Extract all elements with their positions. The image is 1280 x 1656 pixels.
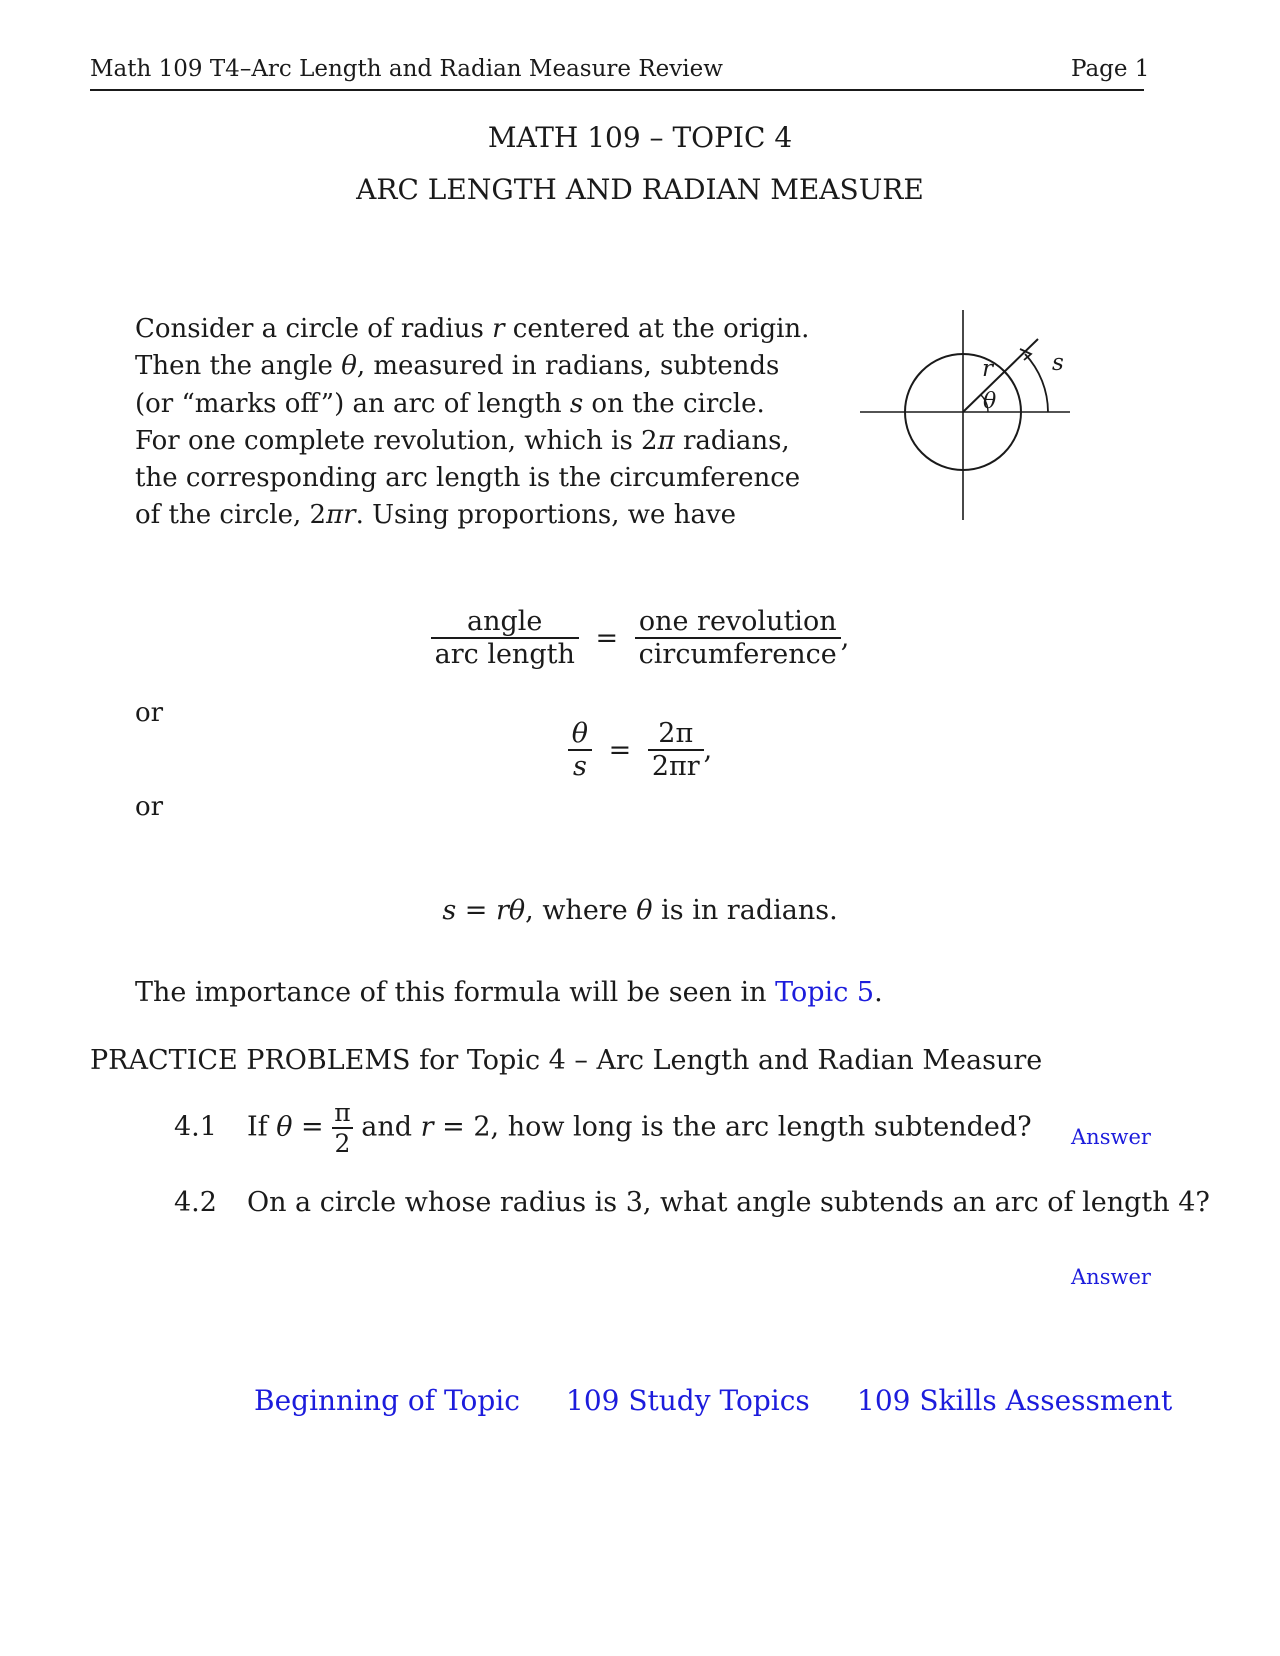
- fraction-pi-over-2: $\frac{\pi}{2}$: [334, 1098, 351, 1158]
- intro-line: For one complete revolution, which is 2π radians,: [135, 425, 790, 456]
- intro-line: (or “marks off”) an arc of length s on the circle.: [135, 388, 765, 419]
- arc-s: [1025, 354, 1048, 412]
- answer-4-1-link[interactable]: Answer: [1071, 1125, 1151, 1149]
- problem-number: 4.2: [174, 1187, 217, 1218]
- radius-line: [963, 339, 1038, 412]
- page-number: Page 1: [1071, 56, 1150, 82]
- intro-line: of the circle, 2πr. Using proportions, we have: [135, 500, 737, 531]
- topic-5-link[interactable]: Topic 5: [775, 977, 875, 1008]
- fraction-theta-over-s: $\frac{\theta}{s}$: [568, 718, 592, 782]
- fraction-right: $\frac{\text{one revolution}}{\text{circumference}}$: [635, 606, 841, 670]
- problem-4-2: 4.2 On a circle whose radius is 3, what angle subtends an arc of length 4?: [174, 1187, 1210, 1218]
- problem-4-1: 4.1 If θ = $\frac{\pi}{2}$ and r = 2, how long is the arc length subtended?: [174, 1098, 1032, 1158]
- fraction-left: $\frac{\text{angle}}{\text{arc length}}$: [431, 606, 579, 670]
- problem-number: 4.1: [174, 1111, 217, 1143]
- study-topics-link[interactable]: 109 Study Topics: [566, 1384, 810, 1417]
- topic-title: MATH 109 – TOPIC 4: [487, 121, 793, 154]
- unit-circle-diagram: [855, 305, 1085, 525]
- intro-line: the corresponding arc length is the circumference: [135, 463, 801, 494]
- connector-or: or: [135, 698, 164, 728]
- running-header-title: Math 109 T4–Arc Length and Radian Measure Review: [90, 56, 723, 82]
- label-theta: θ: [983, 389, 997, 414]
- header-rule: [90, 89, 1144, 91]
- topic-subtitle: ARC LENGTH AND RADIAN MEASURE: [356, 173, 924, 206]
- equation-proportion-words: $\frac{\text{angle}}{\text{arc length}}$ = $\frac{\text{one revolution}}{\text{circumference}}$ ,: [0, 606, 1280, 670]
- beginning-of-topic-link[interactable]: Beginning of Topic: [254, 1384, 520, 1417]
- intro-paragraph: [135, 311, 810, 535]
- intro-line: Consider a circle of radius r centered at the origin.: [135, 314, 810, 344]
- equation-arc-length: s = rθ, where θ is in radians.: [442, 895, 838, 926]
- fraction-2pi-over-2pir: $\frac{2\pi}{2\pi r}$: [648, 718, 704, 782]
- importance-note: The importance of this formula will be seen in Topic 5.: [135, 977, 883, 1008]
- intro-line: Then the angle θ, measured in radians, subtends: [135, 351, 780, 382]
- answer-4-2-link[interactable]: Answer: [1071, 1265, 1151, 1289]
- practice-heading: PRACTICE PROBLEMS for Topic 4 – Arc Length and Radian Measure: [90, 1045, 1043, 1076]
- label-s: s: [1052, 350, 1064, 376]
- label-r: r: [982, 356, 993, 382]
- equation-proportion-symbols: $\frac{\theta}{s}$ = $\frac{2\pi}{2\pi r}$ ,: [0, 718, 1280, 782]
- skills-assessment-link[interactable]: 109 Skills Assessment: [857, 1384, 1173, 1417]
- connector-or: or: [135, 792, 164, 822]
